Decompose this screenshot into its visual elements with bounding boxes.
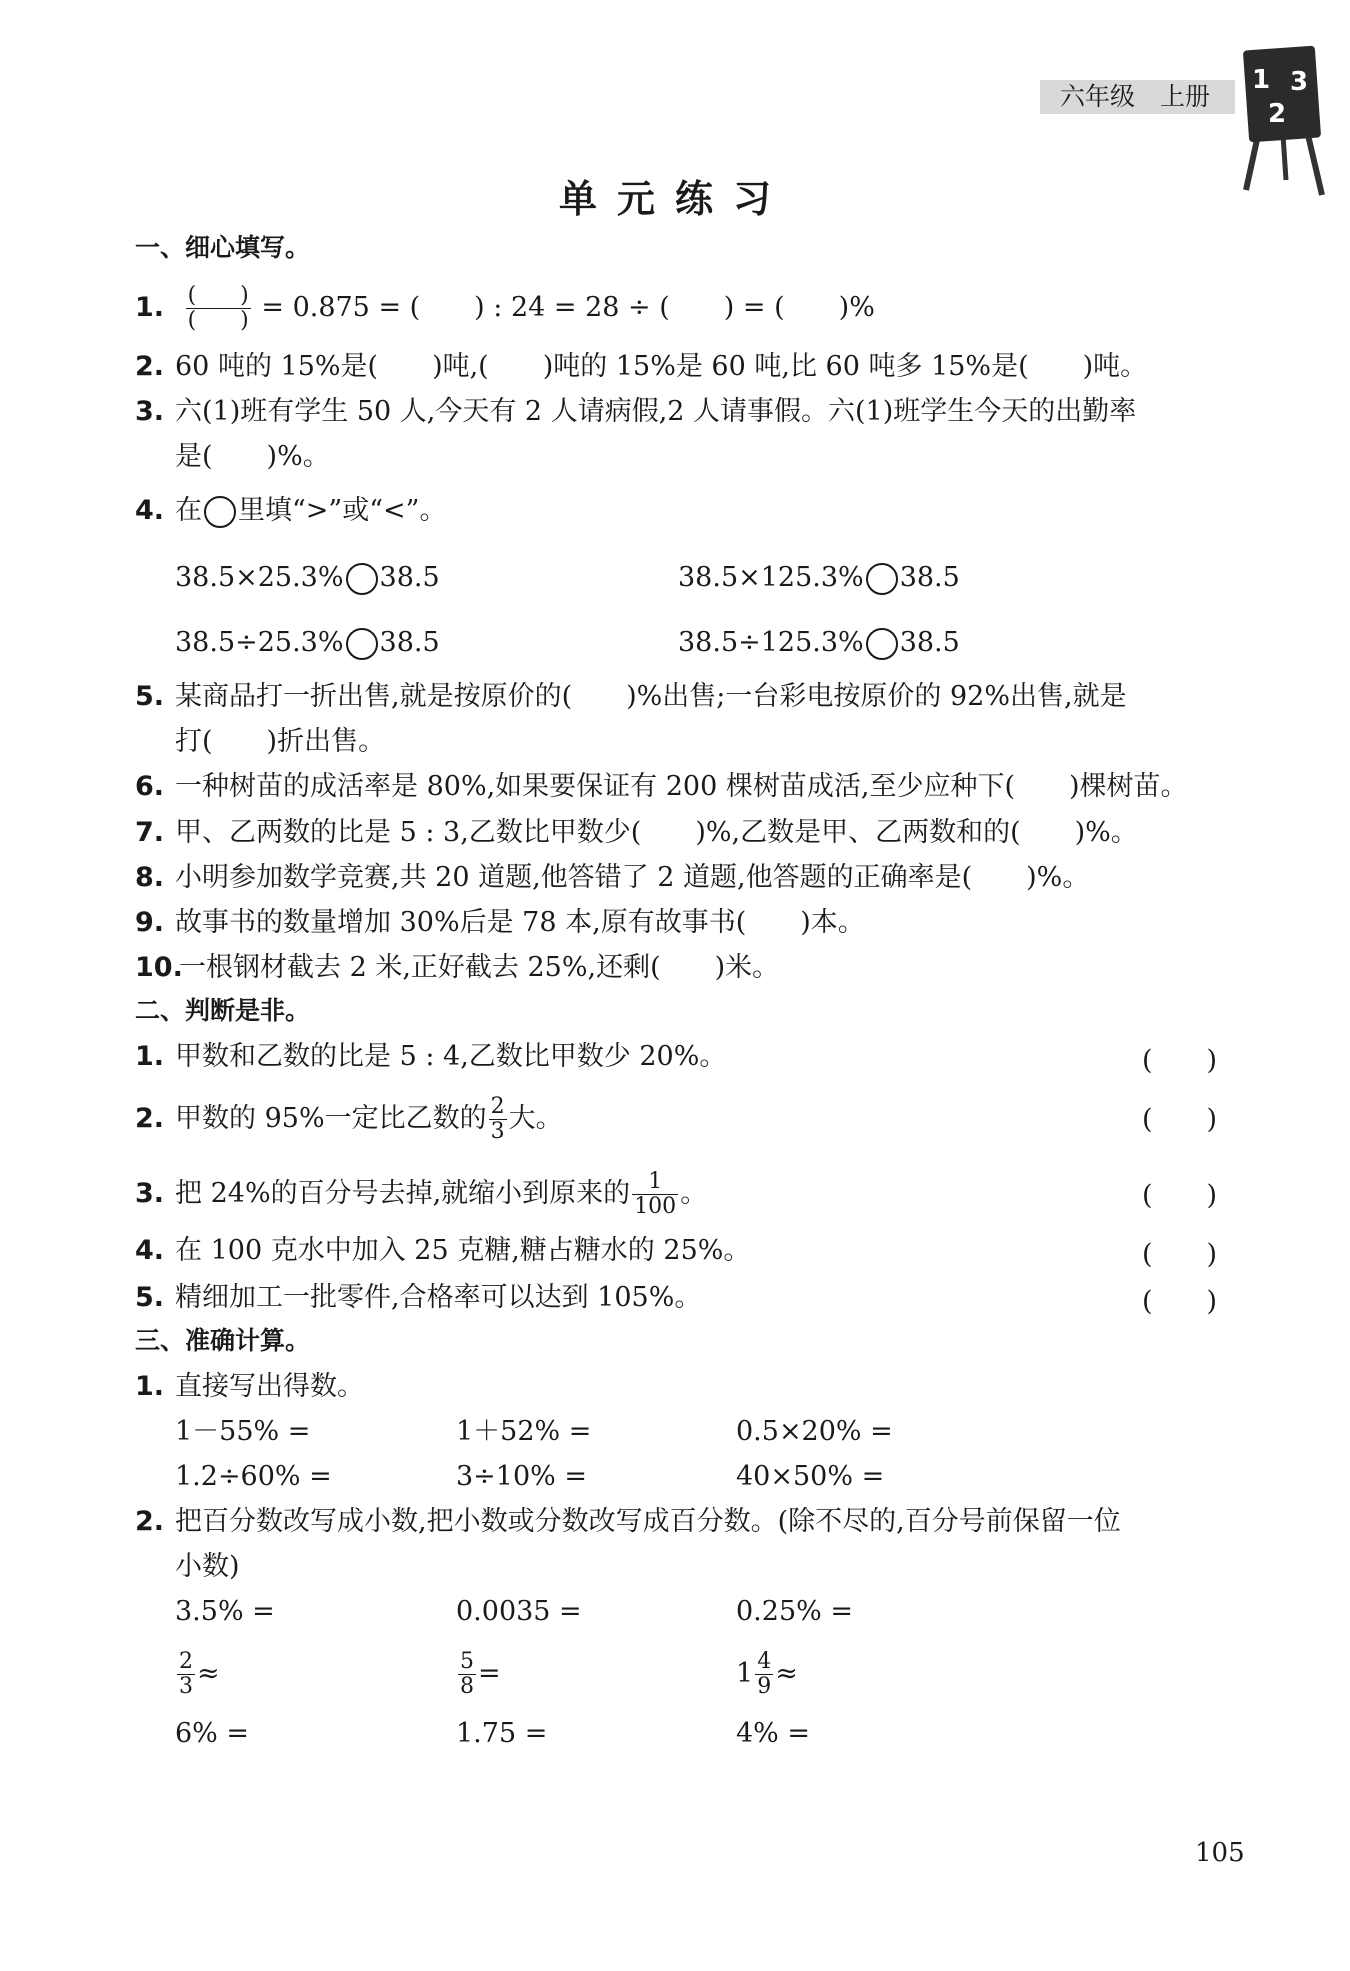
s1-q3-line2: 是( )%。: [175, 441, 330, 472]
calc-item: 0.5×20% =: [736, 1416, 893, 1447]
s1-q1: 1. $\frac{( )}{( )}$ = 0.875 = ( ) : 24 = 28 ÷ ( ) = ( )%: [135, 283, 875, 333]
section-3-heading: 三、准确计算。: [135, 1326, 311, 1355]
convert-fraction-item: $\frac{2}{3}$ ≈: [179, 1649, 220, 1699]
grade-text: 六年级: [1060, 82, 1136, 111]
svg-text:1: 1: [1252, 65, 1271, 95]
s1-q4-item-4: 38.5÷125.3% 38.5: [678, 627, 960, 658]
convert-fraction-item: $\frac{5}{8}$ =: [460, 1649, 501, 1699]
calc-item: 40×50% =: [736, 1461, 885, 1492]
s1-q4-item-3: 38.5÷25.3% 38.5: [175, 627, 440, 658]
s1-q1-rest: = 0.875 = ( ) : 24 = 28 ÷ ( ) = ( )%: [261, 292, 875, 323]
s2-q4-answer[interactable]: ( ): [1142, 1239, 1218, 1270]
s1-q6: 6. 一种树苗的成活率是 80%,如果要保证有 200 棵树苗成活,至少应种下( )棵树苗。: [135, 771, 1188, 802]
compare-circle[interactable]: [346, 628, 378, 660]
s2-q3-answer[interactable]: ( ): [1142, 1180, 1218, 1211]
section-2-heading: 二、判断是非。: [135, 996, 311, 1025]
s1-q3-line1: 3. 六(1)班有学生 50 人,今天有 2 人请病假,2 人请事假。六(1)班学生今天的出勤率: [135, 396, 1137, 427]
svg-text:2: 2: [1268, 99, 1287, 129]
s1-q4-item-1: 38.5×25.3% 38.5: [175, 562, 440, 593]
calc-item: 3÷10% =: [456, 1461, 588, 1492]
s2-q5-answer[interactable]: ( ): [1142, 1286, 1218, 1317]
s2-q4: 4. 在 100 克水中加入 25 克糖,糖占糖水的 25%。: [135, 1235, 751, 1266]
compare-circle[interactable]: [346, 563, 378, 595]
compare-circle[interactable]: [866, 628, 898, 660]
convert-item: 0.25% =: [736, 1596, 853, 1627]
s1-q5-line1: 5. 某商品打一折出售,就是按原价的( )%出售;一台彩电按原价的 92%出售,就是: [135, 681, 1127, 712]
s1-q2: 2. 60 吨的 15%是( )吨,( )吨的 15%是 60 吨,比 60 吨多 15%是( )吨。: [135, 351, 1148, 382]
page-title: 单元练习: [558, 177, 791, 221]
convert-item: 1.75 =: [456, 1718, 548, 1749]
s1-q8: 8. 小明参加数学竞赛,共 20 道题,他答错了 2 道题,他答题的正确率是( )%。: [135, 862, 1090, 893]
convert-item: 4% =: [736, 1718, 811, 1749]
s2-q2: 2. 甲数的 95%一定比乙数的 $\frac{2}{3}$ 大。: [135, 1094, 563, 1144]
s3-q1: 1. 直接写出得数。: [135, 1371, 364, 1402]
s2-q5: 5. 精细加工一批零件,合格率可以达到 105%。: [135, 1282, 702, 1313]
s1-q1-fraction: $\frac{( )}{( )}$: [187, 283, 249, 333]
convert-item: 0.0035 =: [456, 1596, 582, 1627]
s1-q10: 10.一根钢材截去 2 米,正好截去 25%,还剩( )米。: [135, 952, 780, 983]
s2-q2-answer[interactable]: ( ): [1142, 1104, 1218, 1135]
fraction-1-100: $\frac{1}{100}$: [634, 1169, 677, 1219]
s1-q4-item-2: 38.5×125.3% 38.5: [678, 562, 960, 593]
circle-blank-icon: [204, 496, 236, 528]
s2-q1-answer[interactable]: ( ): [1142, 1045, 1218, 1076]
volume-text: 上册: [1160, 82, 1211, 111]
s1-q9: 9. 故事书的数量增加 30%后是 78 本,原有故事书( )本。: [135, 907, 865, 938]
s3-q2-line1: 2. 把百分数改写成小数,把小数或分数改写成百分数。(除不尽的,百分号前保留一位: [135, 1506, 1121, 1537]
section-1-heading: 一、细心填写。: [135, 233, 311, 262]
convert-fraction-item: 1 $\frac{4}{9}$ ≈: [736, 1649, 798, 1699]
convert-item: 6% =: [175, 1718, 250, 1749]
calc-item: 1－55% =: [175, 1416, 311, 1447]
calc-item: 1＋52% =: [456, 1416, 592, 1447]
s2-q1: 1. 甲数和乙数的比是 5 : 4,乙数比甲数少 20%。: [135, 1041, 727, 1072]
convert-item: 3.5% =: [175, 1596, 275, 1627]
compare-circle[interactable]: [866, 563, 898, 595]
grade-label: [1060, 80, 1210, 114]
s1-q7: 7. 甲、乙两数的比是 5 : 3,乙数比甲数少( )%,乙数是甲、乙两数和的( )%。: [135, 817, 1138, 848]
s2-q3: 3. 把 24%的百分号去掉,就缩小到原来的 $\frac{1}{100}$ 。: [135, 1169, 708, 1219]
calc-item: 1.2÷60% =: [175, 1461, 332, 1492]
page-number: 105: [1195, 1838, 1245, 1868]
s1-q5-line2: 打( )折出售。: [175, 726, 386, 757]
s1-q4: 4. 在 里填“>”或“<”。: [135, 495, 447, 526]
svg-text:3: 3: [1290, 67, 1309, 97]
fraction-2-3: $\frac{2}{3}$: [490, 1094, 505, 1144]
s3-q2-line2: 小数): [175, 1551, 240, 1582]
